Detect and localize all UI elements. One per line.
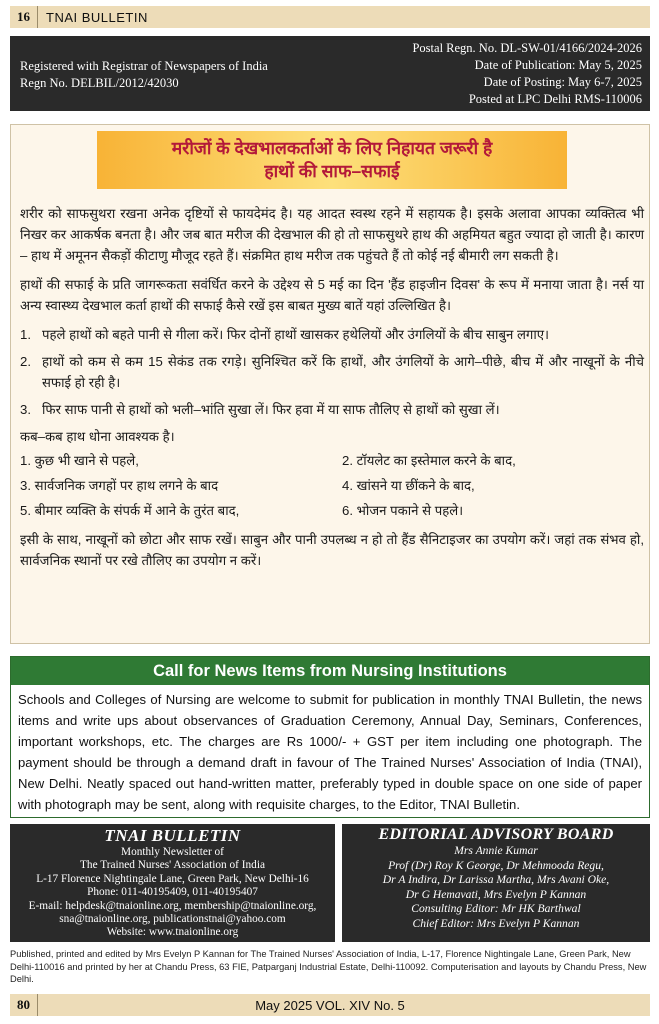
page-header [10, 6, 650, 28]
step-text: हाथों को कम से कम 15 सेकंड तक रगड़े। सुनिश्चित करें कि हाथों, और उंगलियों के आगे–पीछे, बीच में और नाखूनों के नीचे सफाई हो रही है। [42, 354, 644, 390]
posted-at: Posted at LPC Delhi RMS-110006 [468, 92, 642, 106]
bulletin-info-line: The Trained Nurses' Association of India [80, 859, 265, 872]
article-title [97, 131, 567, 189]
posting-date: Date of Posting: May 6-7, 2025 [483, 75, 642, 89]
when-item: 3. सार्वजनिक जगहों पर हाथ लगने के बाद [20, 478, 219, 493]
call-for-news-heading: Call for News Items from Nursing Institutions [11, 657, 649, 685]
article-title-line2: हाथों की साफ–सफाई [264, 161, 400, 181]
registrar-line: Registered with Registrar of Newspapers of India [20, 59, 268, 73]
page-footer [10, 994, 650, 1016]
editorial-board-heading: EDITORIAL ADVISORY BOARD [378, 826, 614, 843]
editorial-board-member: Prof (Dr) Roy K George, Dr Mehmooda Regu, [388, 858, 604, 872]
article-body [20, 203, 644, 579]
when-item: 2. टॉयलेट का इस्तेमाल करने के बाद, [342, 453, 516, 468]
bulletin-name: TNAI BULLETIN [46, 9, 148, 25]
publication-date: Date of Publication: May 5, 2025 [474, 58, 642, 72]
editorial-board-member: Dr G Hemavati, Mrs Evelyn P Kannan [405, 887, 587, 901]
step-text: फिर साफ पानी से हाथों को भली–भांति सुखा लें। फिर हवा में या साफ तौलिए से हाथों को सुखा लें। [42, 402, 500, 417]
step-item [20, 351, 644, 393]
regn-number: Regn No. DELBIL/2012/42030 [20, 76, 179, 90]
bulletin-info-line: Monthly Newsletter of [121, 846, 224, 858]
article-paragraph-3: इसी के साथ, नाखूनों को छोटा और साफ रखें। साबुन और पानी उपलब्ध न हो तो हैंड सैनिटाइजर का उपयोग करें। जहां तक संभव हो, सार्वजनिक स्थानों पर रखे तौलिए का उपयोग न करें। [20, 532, 644, 568]
when-item: 5. बीमार व्यक्ति के संपर्क में आने के तुरंत बाद, [20, 503, 240, 518]
article-paragraph-2: हाथों की सफाई के प्रति जागरूकता सवंर्धित करने के उद्देश्य से 5 मई का दिन 'हैंड हाइजीन दिवस' के रूप में मनाया जाता है। नर्स या अन्य स्वास्थ्य देखभाल कर्ता हाथों की सफाई कैसे रखें इस बाबत मुख्य बातें यहां उल्लिखित है। [20, 277, 644, 313]
call-for-news-text: Schools and Colleges of Nursing are welcome to submit for publication in monthly TNAI Bulletin, the news items and write ups about observances of Graduation Ceremony, Annual Day, Seminars, Conferences, important workshops, etc. The charges are Rs 1000/- + GST per item including one photograph. The payment should be through a demand draft in favour of The Trained Nurses' Association of India (TNAI), New Delhi. Neatly spaced out hand-written matter, preferably typed in double space on one side of paper with photograph may be sent, along with requisite charges, to the Editor, TNAI Bulletin. [18, 692, 642, 812]
bulletin-info-address: L-17 Florence Nightingale Lane, Green Park, New Delhi-16 [36, 872, 309, 885]
bulletin-info-phone: Phone: 011-40195409, 011-40195407 [87, 886, 258, 899]
editorial-board-member: Mrs Annie Kumar [454, 844, 538, 857]
postal-regn: Postal Regn. No. DL-SW-01/4166/2024-2026 [412, 41, 642, 55]
bulletin-info-box [10, 824, 335, 942]
call-for-news-box [10, 656, 650, 818]
step-number: 3. [20, 402, 31, 417]
imprint-line: Published, printed and edited by Mrs Evelyn P Kannan for The Trained Nurses' Association of India, L-17, Florence Nightingale Lane, Green Park, New Delhi-110016 and printed by her at Chandu Press, 63 FIE, Patparganj Industrial Estate, Delhi-110092. Computerisation and layouts by Chandu Press, New Delhi. [10, 949, 647, 984]
issue-info: May 2025 VOL. XIV No. 5 [255, 997, 405, 1013]
when-item: 6. भोजन पकाने से पहले। [342, 503, 464, 518]
bulletin-info-email: sna@tnaionline.org, publicationstnai@yahoo.com [59, 913, 286, 926]
step-item [20, 399, 644, 420]
when-heading: कब–कब हाथ धोना आवश्यक है। [20, 429, 175, 444]
registration-bar [10, 36, 650, 111]
article-title-line1: मरीजों के देखभालकर्ताओं के लिए निहायत जरूरी है [171, 138, 493, 158]
article-paragraph-1: शरीर को साफसुथरा रखना अनेक दृष्टियों से फायदेमंद है। यह आदत स्वस्थ रहने में सहायक है। इसके अलावा आपका व्यक्तित्व भी निखर कर आकर्षक बनता है। और जब बात मरीज की देखभाल की हो तो साफसुथरे हाथ की अहमियत बहुत ज्यादा हो जाती है। कारण – हाथ में अमूनन सैकड़ों कीटाणु मौजूद रहते हैं। संक्रमित हाथ मरीज तक पहुंचते हैं तो कोई नई बीमारी लग सकती है। [20, 206, 644, 263]
bulletin-info-email: E-mail: helpdesk@tnaionline.org, membership@tnaionline.org, [28, 899, 317, 912]
bulletin-info-heading: TNAI BULLETIN [104, 826, 241, 845]
step-text: पहले हाथों को बहते पानी से गीला करें। फिर दोनों हाथों खासकर हथेलियों और उंगलियों के बीच साबुन लगाए। [42, 327, 550, 342]
step-number: 1. [20, 327, 31, 342]
bulletin-info-website: Website: www.tnaionline.org [106, 926, 239, 939]
footer-page-number: 80 [10, 994, 38, 1016]
editorial-board-member: Dr A Indira, Dr Larissa Martha, Mrs Avani Oke, [382, 873, 610, 887]
registration-right [412, 40, 642, 108]
hand-hygiene-article [10, 124, 650, 644]
page-number: 16 [10, 6, 38, 28]
when-item: 1. कुछ भी खाने से पहले, [20, 453, 139, 468]
consulting-editor: Consulting Editor: Mr HK Barthwal [411, 902, 581, 916]
when-item: 4. खांसने या छींकने के बाद, [342, 478, 475, 493]
when-list [20, 450, 644, 521]
chief-editor: Chief Editor: Mrs Evelyn P Kannan [412, 916, 580, 930]
registration-left [20, 58, 268, 92]
step-item [20, 324, 644, 345]
step-number: 2. [20, 354, 31, 369]
editorial-board-box [342, 824, 650, 942]
